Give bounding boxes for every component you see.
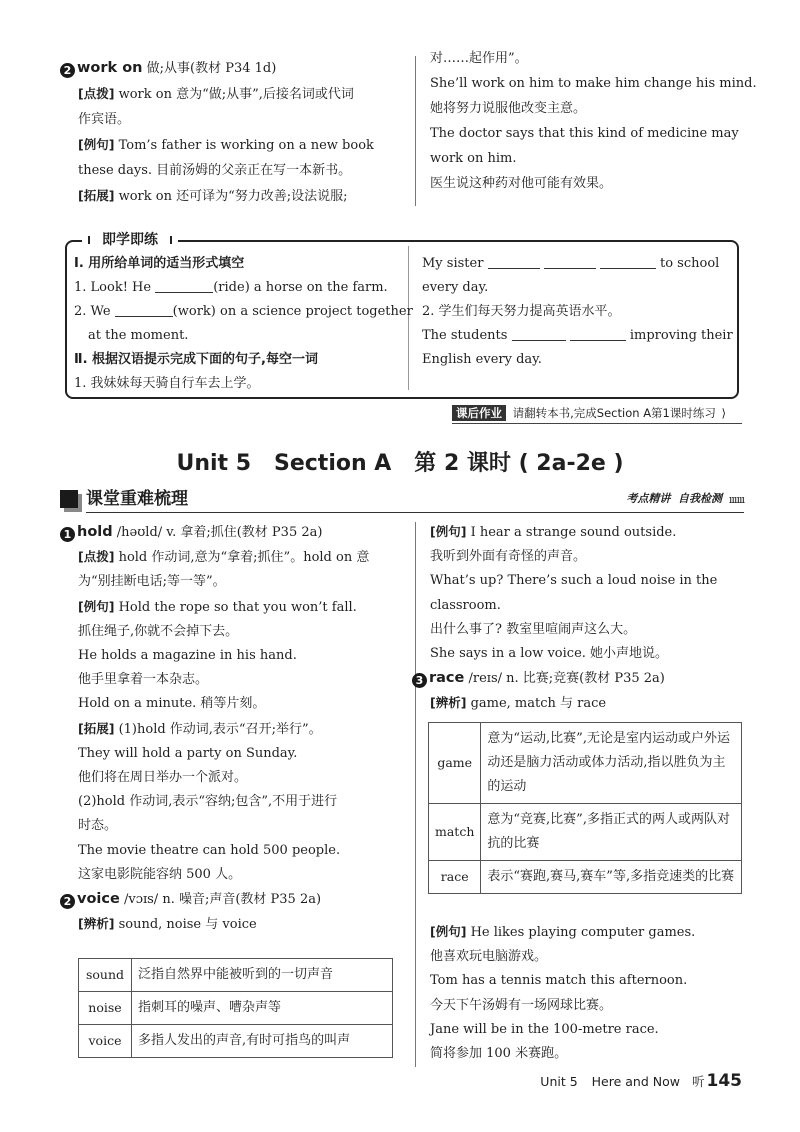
table-row: race 表示“赛跑,赛马,赛车”等,多指竞速类的比赛 <box>429 861 742 894</box>
footer-unit: Unit 5 <box>540 1074 578 1089</box>
gloss: /reɪs/ n. 比赛;竞赛(教材 P35 2a) <box>468 671 665 686</box>
footer-title: Here and Now <box>591 1074 680 1089</box>
left-column: 1 hold /həʊld/ v. 拿着;抓住(教材 P35 2a) [点拨] hold 作动词,意为“拿着;抓住”。hold on 意 为“别挂断电话;等一等”。 [例句] Hold the rope so that you won’t fall. 抓住绳子,你就不会掉下去。 He holds a magazine in his hand. 他手里拿着一本杂志。 Hold on a minute. 稍等片刻。 [拓展] (1)hold 作动词,表示“召开;举行”。 They will hold a party on Sunday. 他们将在周日举办一个派对。 (2)hold 作动词,表示“容纳;包含”,不用于进行 时态。 The movie theatre can hold 500 people. 这家电影院能容纳 500 人。 2 voice /vɔɪs/ n. 噪音;声音(教材 P35 2a) [辨析] sound, noise 与 voice <box>60 520 400 937</box>
question-3-blanks: My sister to school <box>422 256 720 271</box>
homework-underline <box>452 423 742 424</box>
headword: voice <box>77 891 120 908</box>
question-4-blanks: The students improving their <box>422 328 733 343</box>
answer-blank[interactable] <box>570 326 626 341</box>
section-header <box>58 486 744 516</box>
question-2: 2. We (work) on a science project together <box>74 304 413 319</box>
top-right-column: 对……起作用”。 She’ll work on him to make him change his mind. 她将努力说服他改变主意。 The doctor says that this kind of medicine may work on him. 医生说这种药对他可能有效果。 <box>430 51 757 191</box>
headword: race <box>429 670 465 686</box>
arrow-icon: ⟩ <box>721 406 727 420</box>
right-column-bottom: [例句] He likes playing computer games. 他喜欢玩电脑游戏。 Tom has a tennis match this afternoon. 今天下午汤姆有一场网球比赛。 Jane will be in the 100-metre race. 简将参加 100 米赛跑。 <box>430 924 696 1062</box>
dots-decoration: ıııııı <box>728 493 744 506</box>
table-row: noise 指刺耳的噪声、嘈杂声等 <box>79 992 393 1025</box>
page-number: 145 <box>706 1071 742 1091</box>
answer-blank[interactable] <box>600 254 656 269</box>
section-icon <box>60 490 78 508</box>
race-heading: 3 race /reɪs/ n. 比赛;竞赛(教材 P35 2a) <box>412 666 747 691</box>
dianbo-tag: [点拨] <box>78 86 115 101</box>
gloss: 做;从事(教材 P34 1d) <box>146 61 277 76</box>
section-subtitle: 考点精讲 自我检测 <box>626 492 722 505</box>
tuozhan-tag: [拓展] <box>78 188 115 203</box>
practice-right: My sister to school every day. 2. 学生们每天努力提高英语水平。 The students improving their English every day. <box>422 252 732 372</box>
gloss: /vɔɪs/ n. 噪音;声音(教材 P35 2a) <box>123 892 322 908</box>
homework-strip <box>452 404 726 422</box>
answer-blank[interactable] <box>115 302 173 317</box>
answer-blank[interactable] <box>488 254 540 269</box>
top-left-column: 2 work on 做;从事(教材 P34 1d) [点拨] work on 意为“做;从事”,后接名词或代词 作宾语。 [例句] Tom’s father is working on a new book these days. 目前汤姆的父亲正在写一本新书。 [拓展] work on 还可译为“努力改善;设法说服; <box>60 56 400 209</box>
table-row: voice 多指人发出的声音,有时可指鸟的叫声 <box>79 1025 393 1058</box>
gloss: /həʊld/ v. 拿着;抓住(教材 P35 2a) <box>116 525 323 540</box>
table-row: sound 泛指自然界中能被听到的一切声音 <box>79 959 393 992</box>
homework-text: 请翻转本书,完成Section A第1课时练习 <box>512 406 716 420</box>
race-heading-block: 3 race /reɪs/ n. 比赛;竞赛(教材 P35 2a) [辨析] game, match 与 race <box>412 666 747 716</box>
liju-tag: [例句] <box>78 137 115 152</box>
voice-heading: 2 voice /vɔɪs/ n. 噪音;声音(教材 P35 2a) <box>60 887 400 912</box>
practice-left: Ⅰ. 用所给单词的适当形式填空 1. Look! He (ride) a horse on the farm. 2. We (work) on a science project together at the moment. Ⅱ. 根据汉语提示完成下面的句子,每空一词 1. 我妹妹每天骑自行车去上学。 <box>74 256 413 391</box>
item-number: 2 <box>60 63 75 78</box>
column-divider <box>415 522 416 1067</box>
headword: hold <box>77 524 113 540</box>
practice-box-title: 即学即练 <box>82 229 178 251</box>
column-divider <box>415 56 416 206</box>
section-underline <box>86 512 744 513</box>
answer-blank[interactable] <box>544 254 596 269</box>
voice-comparison-table <box>78 958 393 1058</box>
right-column-top: [例句] I hear a strange sound outside. 我听到外面有奇怪的声音。 What’s up? There’s such a loud noise in the classroom. 出什么事了? 教室里喧闹声这么大。 She says in a low voice. 她小声地说。 <box>430 524 718 662</box>
homework-tag: 课后作业 <box>452 405 506 421</box>
question-1: 1. Look! He (ride) a horse on the farm. <box>74 280 388 295</box>
headword: work on <box>77 60 143 76</box>
page-title: Unit 5 Section A 第 2 课时 ( 2a-2e ) <box>176 451 624 476</box>
answer-blank[interactable] <box>512 326 566 341</box>
page-footer <box>540 1068 742 1095</box>
section-title: 课堂重难梳理 <box>86 489 188 509</box>
answer-blank[interactable] <box>155 278 213 293</box>
table-row: game 意为“运动,比赛”,无论是室内运动或户外运动还是脑力活动或体力活动,指以胜负为主的运动 <box>429 723 742 804</box>
hold-heading: 1 hold /həʊld/ v. 拿着;抓住(教材 P35 2a) <box>60 520 400 545</box>
race-comparison-table <box>428 722 742 894</box>
footer-listen: 听 <box>691 1074 705 1089</box>
table-row: match 意为“竞赛,比赛”,多指正式的两人或两队对抗的比赛 <box>429 804 742 861</box>
